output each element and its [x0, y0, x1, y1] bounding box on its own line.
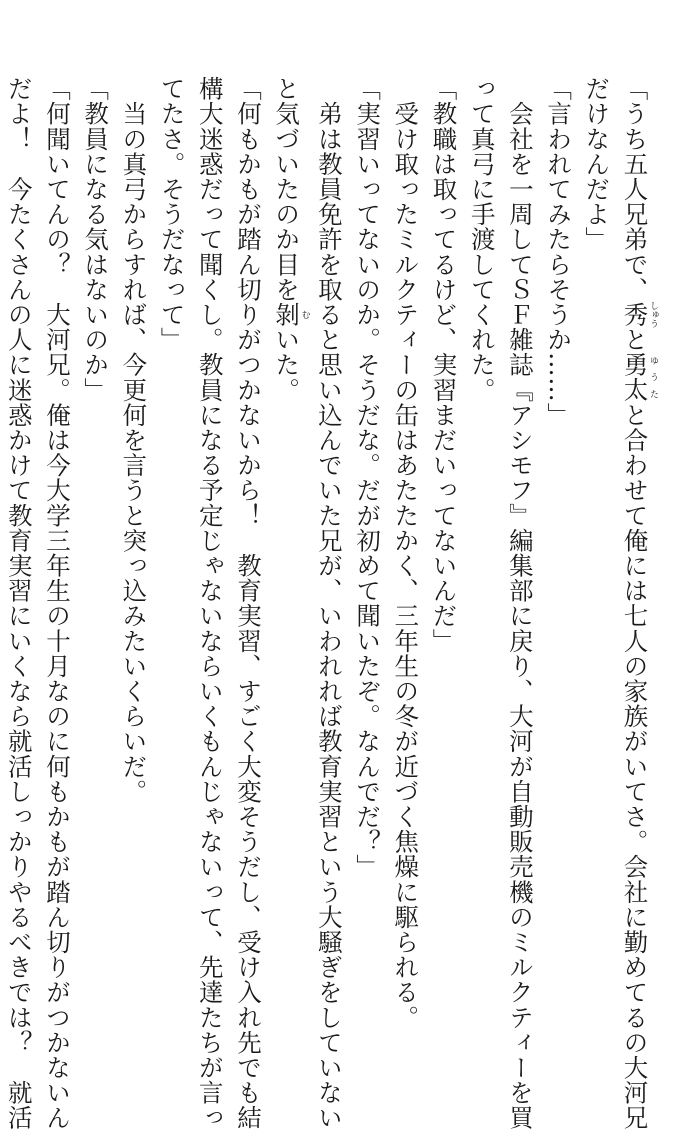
vertical-text-body [4, 76, 658, 1130]
ruby-annotation [620, 300, 658, 328]
ruby-reading: しゅう [648, 300, 658, 328]
ruby-annotation [620, 352, 658, 403]
text-line: 「言われてみたらそうか……」 [544, 76, 574, 428]
ruby-reading: む [299, 301, 310, 327]
text-line: だけなんだよ」 [582, 76, 612, 252]
text-line: だよ！ 今たくさんの人に迷惑かけて教育実習にいくなら就活しっかりやるべきでは？ 就活 [4, 76, 34, 1130]
text-fragment: と [620, 327, 650, 353]
text-line [615, 76, 658, 1130]
text-line: 「実習いってないのか。そうだな。だが初めて聞いたぞ。なんでだ？」 [353, 76, 383, 880]
ruby-annotation [272, 301, 310, 328]
ruby-base: 剝 [272, 301, 302, 328]
ruby-reading: ゆうた [648, 352, 658, 403]
text-fragment: 「うち五人兄弟で、 [620, 76, 650, 302]
text-fragment: と合わせて俺には七人の家族がいてさ。会社に勤めてるの大河兄 [620, 402, 650, 1130]
text-line: 構大迷惑だって聞くし。教員になる予定じゃないならいくもんじゃないって、先達たちが言っ [195, 76, 225, 1130]
text-line: 「教員になる気はないのか」 [81, 76, 111, 403]
text-line: 受け取ったミルクティーの缶はあたたかく、三年生の冬が近づく焦燥に駆られる。 [391, 76, 421, 1030]
text-line: って真弓に手渡してくれた。 [467, 76, 497, 403]
text-line: てたさ。そうだなって」 [157, 76, 187, 353]
text-line: 当の真弓からすれば、今更何を言うと突っ込みたいくらいだ。 [119, 76, 149, 804]
text-line: 「教職は取ってるけど、実習まだいってないんだ」 [429, 76, 459, 654]
ruby-base: 勇太 [620, 352, 650, 403]
text-fragment: いた。 [272, 327, 302, 403]
ruby-base: 秀 [620, 300, 650, 328]
text-line: 「何聞いてんの？ 大河兄。俺は今大学三年生の十月なのに何もかもが踏ん切りがつかないん [42, 76, 72, 1130]
text-line: 弟は教員免許を取ると思い込んでいた兄が、いわれれば教育実習という大騒ぎをしていない [314, 76, 344, 1130]
text-fragment: と気づいたのか目を [272, 76, 302, 302]
text-line: 「何もかもが踏ん切りがつかないから！ 教育実習、すごく大変そうだし、受け入れ先でも結 [233, 76, 263, 1130]
text-line [267, 76, 310, 956]
text-line: 会社を一周してＳＦ雑誌『アシモフ』編集部に戻り、大河が自動販売機のミルクティーを買 [505, 76, 535, 1130]
